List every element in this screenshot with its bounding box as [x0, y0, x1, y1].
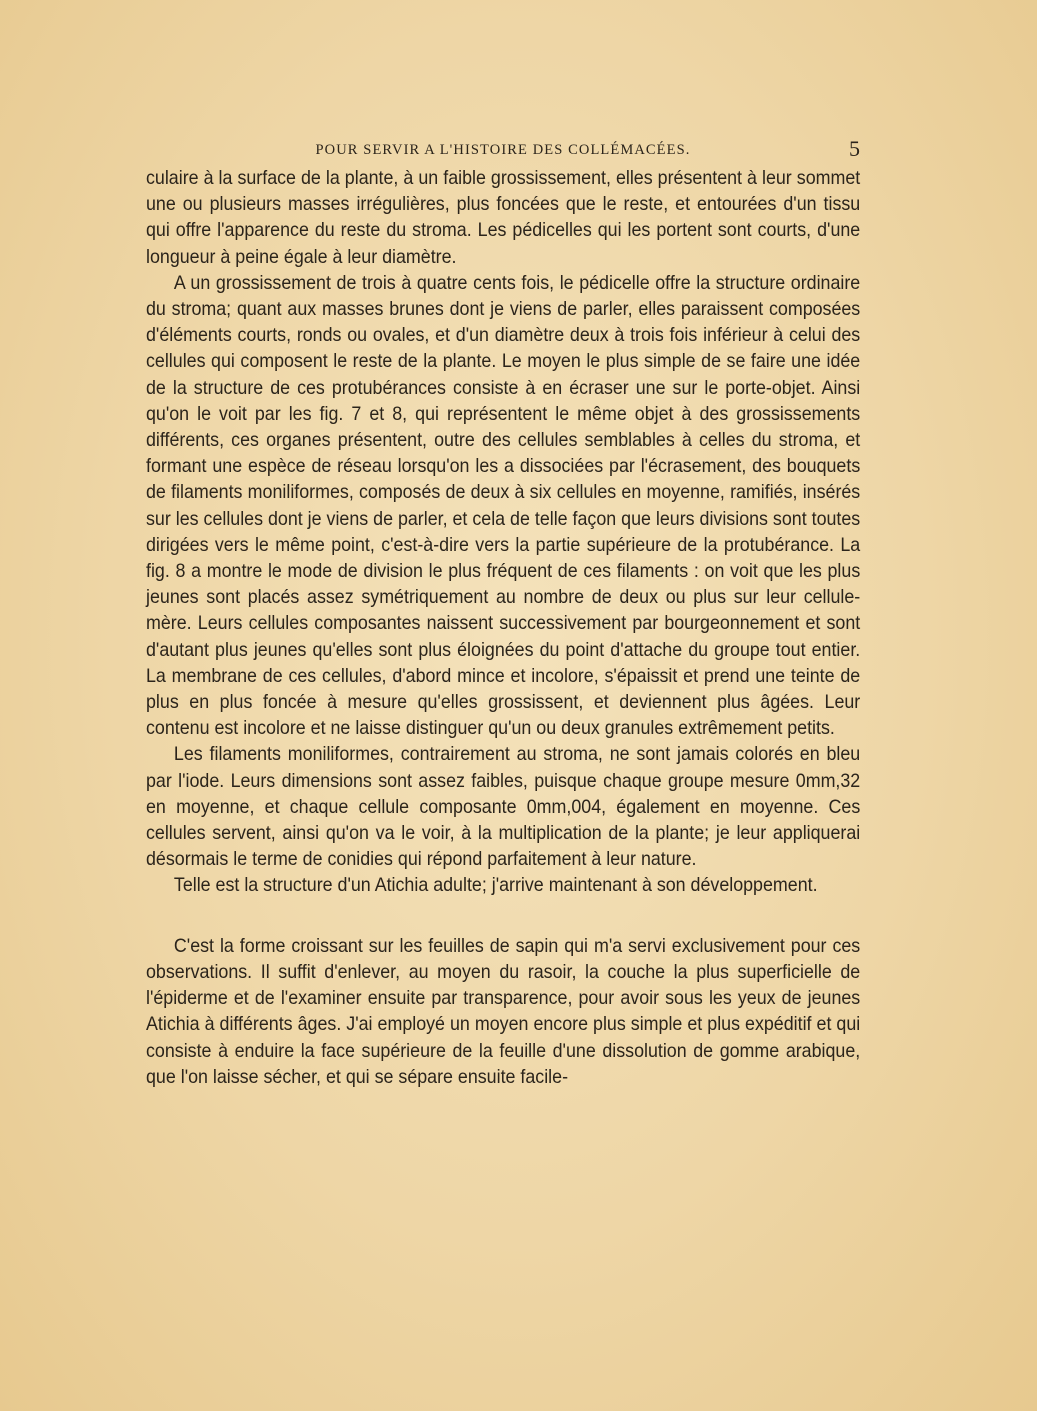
paragraph-continuation: culaire à la surface de la plante, à un faible grossissement, elles présentent à leur sommet une ou plusieurs masses irrégulières, plus foncées que le reste, et entourées d'un tissu qui offre l'apparence du reste du stroma. Les pédicelles qui les portent sont courts, d'une longueur à peine égale à leur diamètre.: [146, 168, 861, 268]
body-text: [146, 166, 860, 1091]
page-number: 5: [849, 136, 860, 161]
section-gap: [146, 900, 860, 934]
paragraph-developpement: C'est la forme croissant sur les feuilles de sapin qui m'a servi exclusivement pour ces observations. Il suffit d'enlever, au moyen du rasoir, la couche la plus superficielle de l'épiderme et de l'examiner ensuite par transparence, pour avoir sous les yeux de jeunes Atichia à différents âges. J'ai employé un moyen encore plus simple et plus expéditif et qui consiste à enduire la face supérieure de la feuille d'une dissolution de gomme arabique, que l'on laisse sécher, et qui se sépare ensuite facile-: [146, 935, 861, 1088]
paragraph-structure: Telle est la structure d'un Atichia adulte; j'arrive maintenant à son développement.: [173, 875, 818, 897]
running-title: POUR SERVIR A L'HISTOIRE DES COLLÉMACÉES.: [315, 142, 691, 158]
paragraph-grossissement: A un grossissement de trois à quatre cents fois, le pédicelle offre la structure ordinaire du stroma; quant aux masses brunes dont je viens de parler, elles paraissent composées d'éléments courts, ronds ou ovales, et d'un diamètre deux à trois fois inférieur à celui des cellules qui composent le reste de la plante. Le moyen le plus simple de se faire une idée de la structure de ces protubérances consiste à en écraser une sur le porte-objet. Ainsi qu'on le voit par les fig. 7 et 8, qui représentent le même objet à des grossissements différents, ces organes présentent, outre des cellules semblables à celles du stroma, et formant une espèce de réseau lorsqu'on les a dissociées par l'écrasement, des bouquets de filaments moniliformes, composés de deux à six cellules en moyenne, ramifiés, insérés sur les cellules dont je viens de parler, et cela de telle façon que leurs divisions sont toutes dirigées vers le même point, c'est-à-dire vers la partie supérieure de la protubérance. La fig. 8 a montre le mode de division le plus fréquent de ces filaments : on voit que les plus jeunes sont placés assez symétriquement au nombre de deux ou plus sur leur cellule-mère. Leurs cellules composantes naissent successivement par bourgeonnement et sont d'autant plus jeunes qu'elles sont plus éloignées du point d'attache du groupe tout entier. La membrane de ces cellules, d'abord mince et incolore, s'épaissit et prend une teinte de plus en plus foncée à mesure qu'elles grossissent, et deviennent plus âgées. Leur contenu est incolore et ne laisse distinguer qu'un ou deux granules extrêmement petits.: [146, 272, 861, 740]
paragraph-filaments: Les filaments moniliformes, contrairement au stroma, ne sont jamais colorés en bleu par l'iode. Leurs dimensions sont assez faibles, puisque chaque groupe mesure 0mm,32 en moyenne, et chaque cellule composante 0mm,004, également en moyenne. Ces cellules servent, ainsi qu'on va le voir, à la multiplication de la plante; je leur appliquerai désormais le terme de conidies qui répond parfaitement à leur nature.: [146, 744, 861, 871]
running-head: [146, 137, 860, 163]
